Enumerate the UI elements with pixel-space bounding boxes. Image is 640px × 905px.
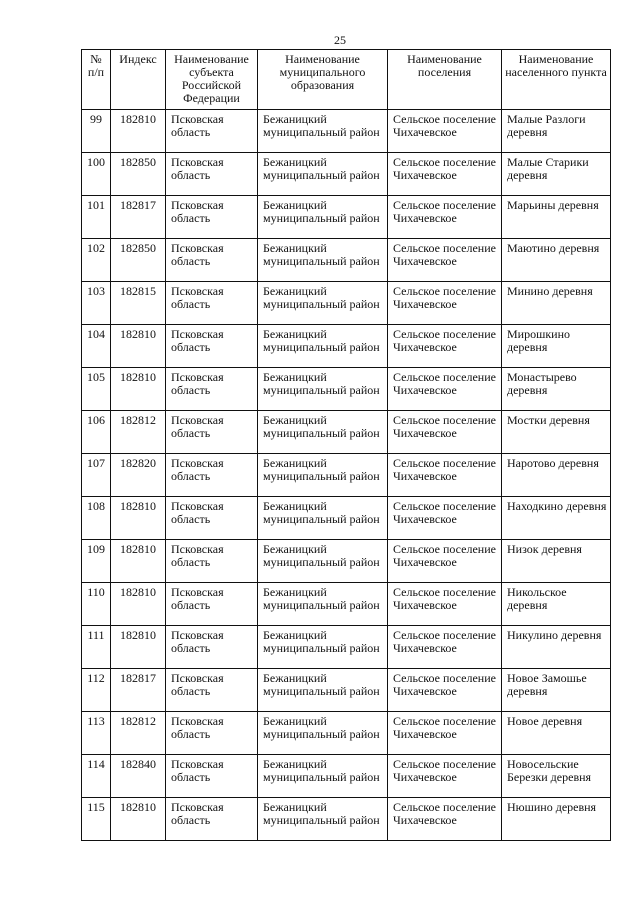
row-number: 103	[82, 282, 111, 325]
localities-table	[81, 49, 611, 841]
settlement-name: Сельское поселение Чихачевское	[388, 712, 502, 755]
settlement-name: Сельское поселение Чихачевское	[388, 583, 502, 626]
municipality-name: Бежаницкий муниципальный район	[258, 540, 388, 583]
header-settlement: Наименование поселения	[388, 50, 502, 110]
subject-name: Псковская область	[166, 368, 258, 411]
row-number: 107	[82, 454, 111, 497]
table-row	[82, 110, 611, 153]
subject-name: Псковская область	[166, 239, 258, 282]
header-index: Индекс	[111, 50, 166, 110]
row-number: 110	[82, 583, 111, 626]
row-number: 114	[82, 755, 111, 798]
table-row	[82, 798, 611, 841]
locality-name: Монастырево деревня	[502, 368, 611, 411]
postal-index: 182810	[111, 626, 166, 669]
subject-name: Псковская область	[166, 798, 258, 841]
row-number: 111	[82, 626, 111, 669]
locality-name: Маютино деревня	[502, 239, 611, 282]
settlement-name: Сельское поселение Чихачевское	[388, 368, 502, 411]
settlement-name: Сельское поселение Чихачевское	[388, 755, 502, 798]
table-row	[82, 282, 611, 325]
postal-index: 182820	[111, 454, 166, 497]
subject-name: Псковская область	[166, 583, 258, 626]
subject-name: Псковская область	[166, 325, 258, 368]
subject-name: Псковская область	[166, 669, 258, 712]
municipality-name: Бежаницкий муниципальный район	[258, 239, 388, 282]
subject-name: Псковская область	[166, 411, 258, 454]
municipality-name: Бежаницкий муниципальный район	[258, 153, 388, 196]
settlement-name: Сельское поселение Чихачевское	[388, 454, 502, 497]
locality-name: Малые Разлоги деревня	[502, 110, 611, 153]
municipality-name: Бежаницкий муниципальный район	[258, 325, 388, 368]
municipality-name: Бежаницкий муниципальный район	[258, 282, 388, 325]
postal-index: 182810	[111, 368, 166, 411]
row-number: 108	[82, 497, 111, 540]
municipality-name: Бежаницкий муниципальный район	[258, 755, 388, 798]
subject-name: Псковская область	[166, 540, 258, 583]
table-row	[82, 669, 611, 712]
postal-index: 182810	[111, 497, 166, 540]
postal-index: 182850	[111, 153, 166, 196]
subject-name: Псковская область	[166, 196, 258, 239]
table-row	[82, 325, 611, 368]
municipality-name: Бежаницкий муниципальный район	[258, 497, 388, 540]
table-row	[82, 454, 611, 497]
postal-index: 182810	[111, 540, 166, 583]
municipality-name: Бежаницкий муниципальный район	[258, 798, 388, 841]
row-number: 102	[82, 239, 111, 282]
municipality-name: Бежаницкий муниципальный район	[258, 368, 388, 411]
locality-name: Новосельские Березки деревня	[502, 755, 611, 798]
row-number: 113	[82, 712, 111, 755]
row-number: 100	[82, 153, 111, 196]
subject-name: Псковская область	[166, 454, 258, 497]
row-number: 115	[82, 798, 111, 841]
locality-name: Мостки деревня	[502, 411, 611, 454]
postal-index: 182810	[111, 110, 166, 153]
row-number: 106	[82, 411, 111, 454]
postal-index: 182815	[111, 282, 166, 325]
postal-index: 182840	[111, 755, 166, 798]
municipality-name: Бежаницкий муниципальный район	[258, 196, 388, 239]
row-number: 112	[82, 669, 111, 712]
locality-name: Новое деревня	[502, 712, 611, 755]
table-row	[82, 239, 611, 282]
locality-name: Минино деревня	[502, 282, 611, 325]
municipality-name: Бежаницкий муниципальный район	[258, 626, 388, 669]
locality-name: Низок деревня	[502, 540, 611, 583]
subject-name: Псковская область	[166, 282, 258, 325]
locality-name: Марьины деревня	[502, 196, 611, 239]
municipality-name: Бежаницкий муниципальный район	[258, 583, 388, 626]
settlement-name: Сельское поселение Чихачевское	[388, 497, 502, 540]
subject-name: Псковская область	[166, 110, 258, 153]
table-row	[82, 497, 611, 540]
postal-index: 182817	[111, 196, 166, 239]
settlement-name: Сельское поселение Чихачевское	[388, 540, 502, 583]
table-row	[82, 153, 611, 196]
table-row	[82, 540, 611, 583]
page-number: 25	[334, 33, 346, 47]
settlement-name: Сельское поселение Чихачевское	[388, 325, 502, 368]
settlement-name: Сельское поселение Чихачевское	[388, 669, 502, 712]
table-row	[82, 626, 611, 669]
header-subject: Наименование субъекта Российской Федерации	[166, 50, 258, 110]
locality-name: Наротово деревня	[502, 454, 611, 497]
locality-name: Никулино деревня	[502, 626, 611, 669]
locality-name: Новое Замошье деревня	[502, 669, 611, 712]
row-number: 104	[82, 325, 111, 368]
locality-name: Никольское деревня	[502, 583, 611, 626]
row-number: 101	[82, 196, 111, 239]
header-number: № п/п	[82, 50, 111, 110]
settlement-name: Сельское поселение Чихачевское	[388, 196, 502, 239]
settlement-name: Сельское поселение Чихачевское	[388, 153, 502, 196]
locality-name: Нюшино деревня	[502, 798, 611, 841]
postal-index: 182812	[111, 712, 166, 755]
postal-index: 182817	[111, 669, 166, 712]
postal-index: 182812	[111, 411, 166, 454]
postal-index: 182810	[111, 583, 166, 626]
row-number: 105	[82, 368, 111, 411]
postal-index: 182810	[111, 798, 166, 841]
table-header-row	[82, 50, 611, 110]
municipality-name: Бежаницкий муниципальный район	[258, 454, 388, 497]
postal-index: 182810	[111, 325, 166, 368]
municipality-name: Бежаницкий муниципальный район	[258, 411, 388, 454]
table-row	[82, 583, 611, 626]
settlement-name: Сельское поселение Чихачевское	[388, 239, 502, 282]
subject-name: Псковская область	[166, 626, 258, 669]
settlement-name: Сельское поселение Чихачевское	[388, 282, 502, 325]
municipality-name: Бежаницкий муниципальный район	[258, 110, 388, 153]
row-number: 99	[82, 110, 111, 153]
subject-name: Псковская область	[166, 712, 258, 755]
municipality-name: Бежаницкий муниципальный район	[258, 669, 388, 712]
settlement-name: Сельское поселение Чихачевское	[388, 411, 502, 454]
municipality-name: Бежаницкий муниципальный район	[258, 712, 388, 755]
settlement-name: Сельское поселение Чихачевское	[388, 626, 502, 669]
table-row	[82, 411, 611, 454]
table-row	[82, 755, 611, 798]
subject-name: Псковская область	[166, 153, 258, 196]
header-municipality: Наименование муниципального образования	[258, 50, 388, 110]
settlement-name: Сельское поселение Чихачевское	[388, 110, 502, 153]
row-number: 109	[82, 540, 111, 583]
settlement-name: Сельское поселение Чихачевское	[388, 798, 502, 841]
table-row	[82, 196, 611, 239]
locality-name: Мирошкино деревня	[502, 325, 611, 368]
header-locality: Наименование населенного пункта	[502, 50, 611, 110]
postal-index: 182850	[111, 239, 166, 282]
subject-name: Псковская область	[166, 497, 258, 540]
subject-name: Псковская область	[166, 755, 258, 798]
table-row	[82, 368, 611, 411]
locality-name: Находкино деревня	[502, 497, 611, 540]
locality-name: Малые Старики деревня	[502, 153, 611, 196]
table-body	[82, 110, 611, 841]
table-row	[82, 712, 611, 755]
